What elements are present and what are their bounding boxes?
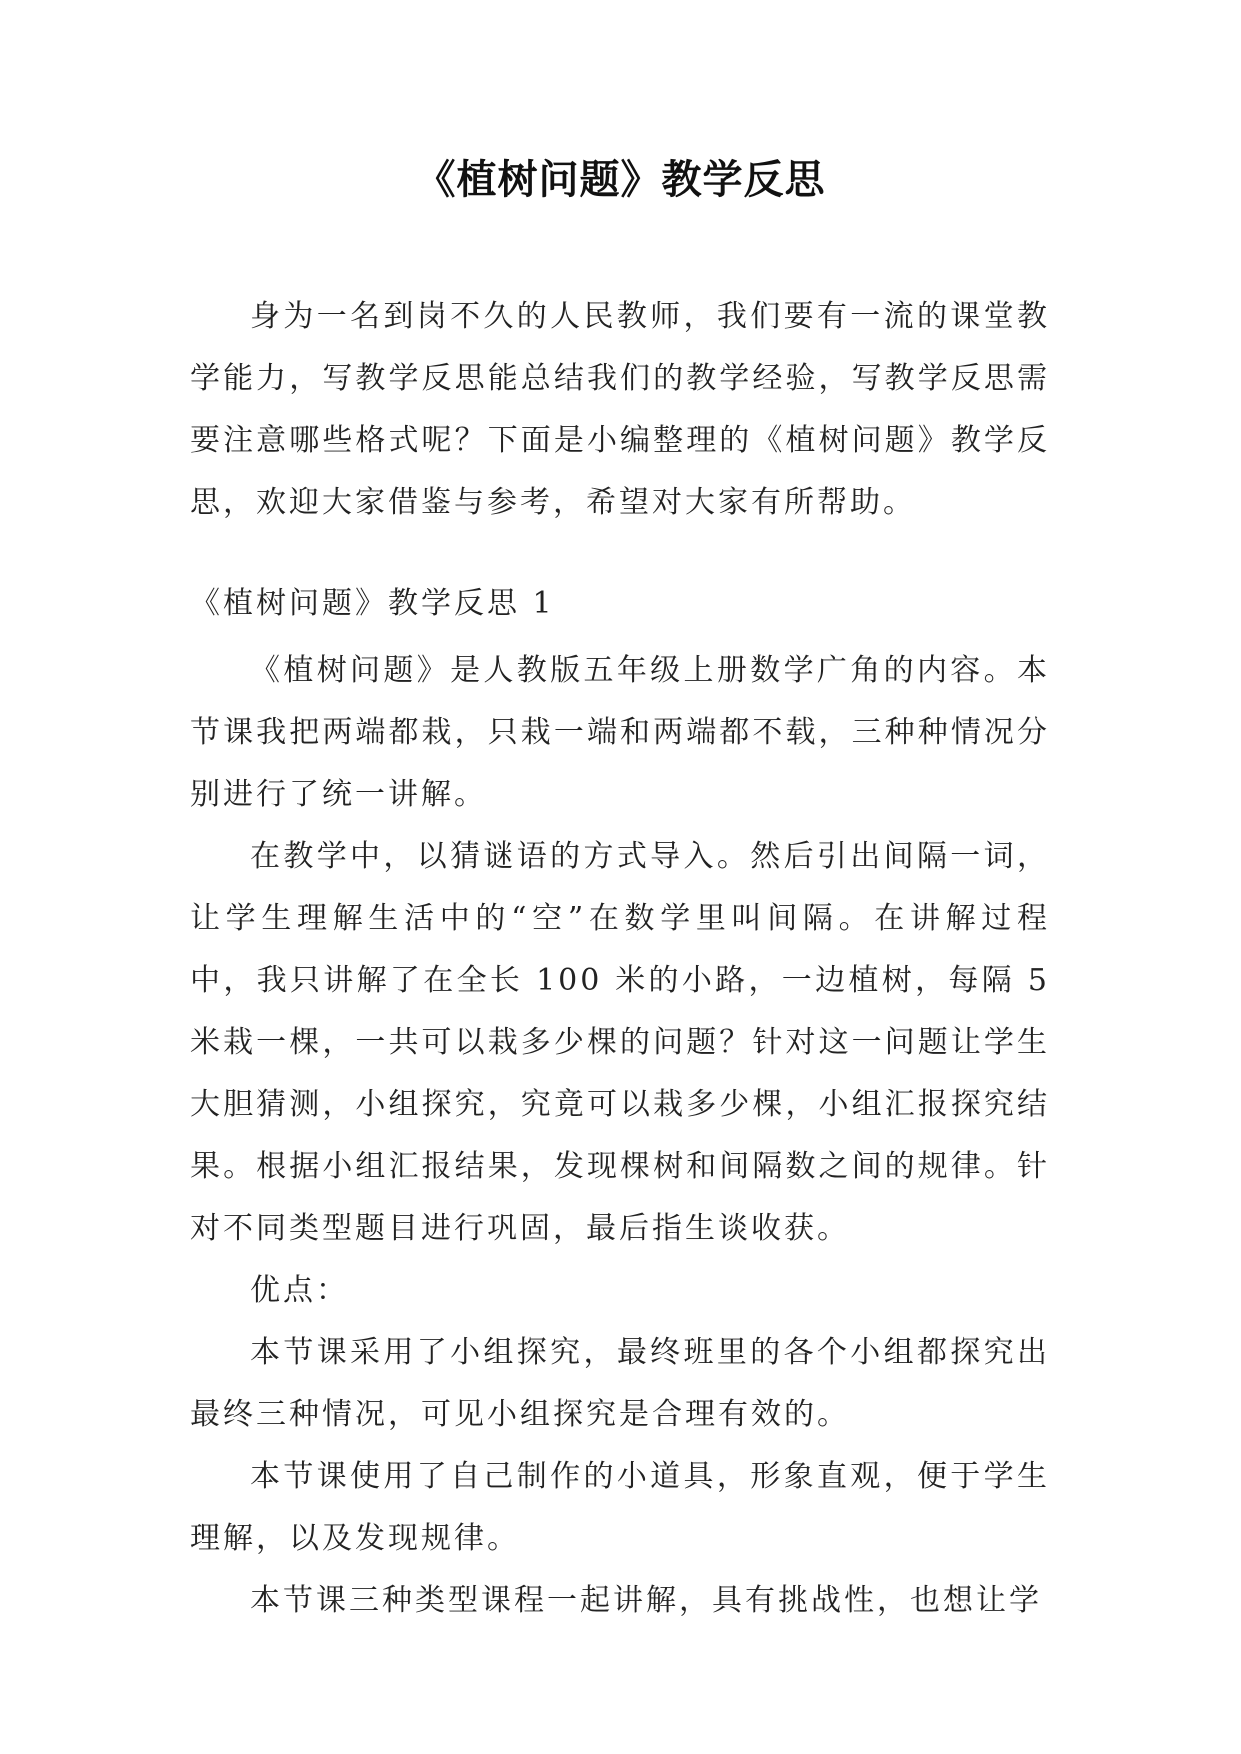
section-1 [190, 573, 1050, 1632]
intro-paragraph: 身为一名到岗不久的人民教师，我们要有一流的课堂教学能力，写教学反思能总结我们的教学经验，写教学反思需要注意哪些格式呢？下面是小编整理的《植树问题》教学反思，欢迎大家借鉴与参考，希望对大家有所帮助。 [190, 299, 1050, 520]
body-paragraph: 本节课采用了小组探究，最终班里的各个小组都探究出最终三种情况，可见小组探究是合理有效的。 [190, 1335, 1050, 1432]
body-paragraph: 优点： [250, 1273, 349, 1308]
section-heading: 《植树问题》教学反思 1 [190, 586, 555, 621]
body-paragraph: 本节课三种类型课程一起讲解，具有挑战性，也想让学 [250, 1583, 1042, 1618]
body-paragraph: 《植树问题》是人教版五年级上册数学广角的内容。本节课我把两端都栽，只栽一端和两端都不载，三种种情况分别进行了统一讲解。 [190, 653, 1050, 812]
body-paragraph: 本节课使用了自己制作的小道具，形象直观，便于学生理解，以及发现规律。 [190, 1459, 1050, 1556]
document-title: 《植树问题》教学反思 [415, 157, 826, 203]
intro-block [190, 286, 1050, 534]
body-paragraph: 在教学中，以猜谜语的方式导入。然后引出间隔一词，让学生理解生活中的“空”在数学里叫间隔。在讲解过程中，我只讲解了在全长 100 米的小路，一边植树，每隔 5 米栽一棵，一共可以栽多少棵的问题？针对这一问题让学生大胆猜测，小组探究，究竟可以栽多少棵，小组汇报探究结果。根据小组汇报结果，发现棵树和间隔数之间的规律。针对不同类型题目进行巩固，最后指生谈收获。 [190, 839, 1050, 1246]
